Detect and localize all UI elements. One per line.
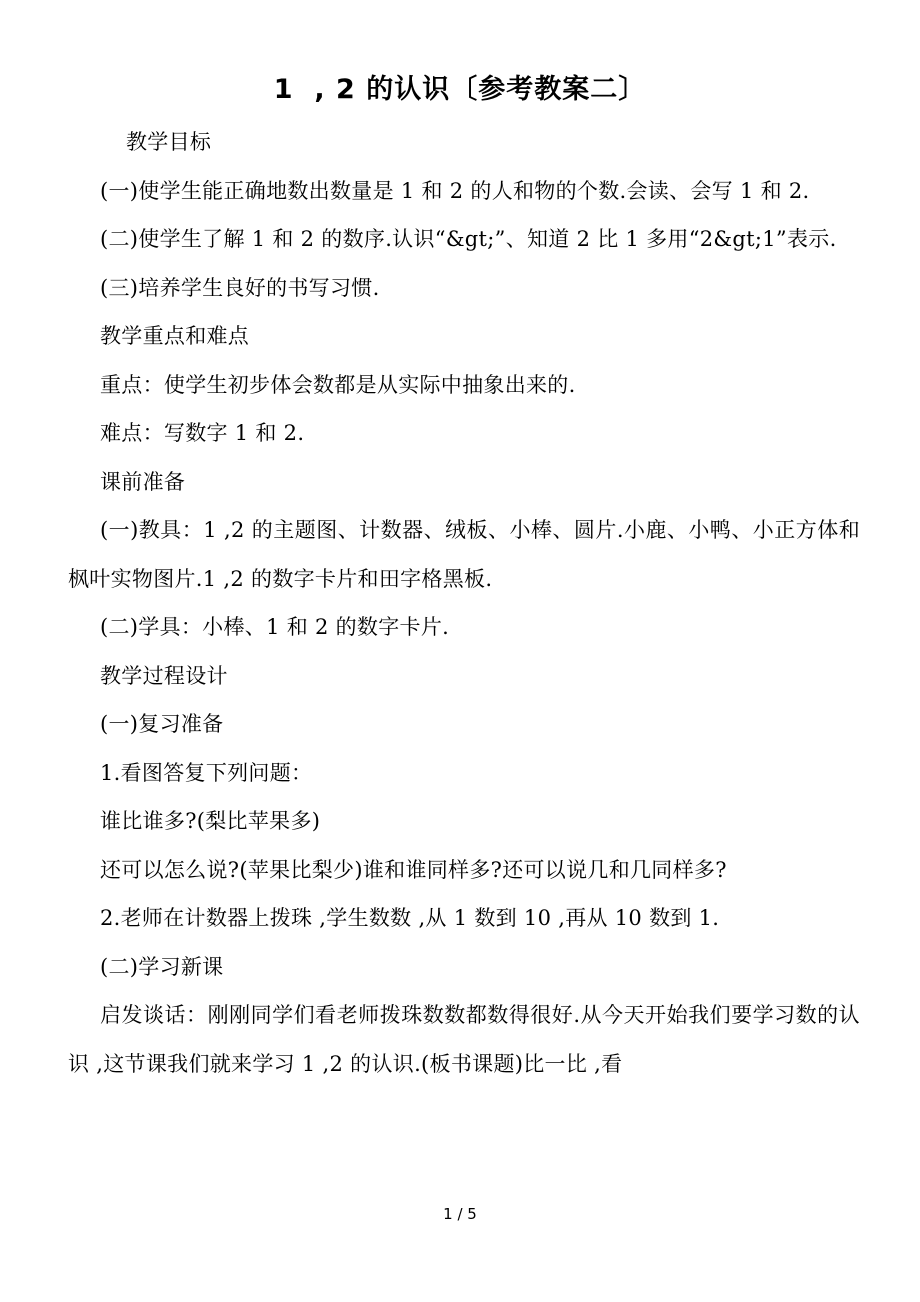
paragraph: (二)学具：小棒、1 和 2 的数字卡片.: [100, 615, 450, 639]
page-number: 1 / 5: [443, 1205, 477, 1223]
paragraph: (二)使学生了解 1 和 2 的数序.认识“&gt;”、知道 2 比 1 多用“2&gt;1”表示.: [100, 227, 837, 251]
paragraph: (一)复习准备: [100, 712, 224, 736]
paragraph: 1.看图答复下列问题：: [100, 760, 313, 785]
paragraph: 难点：写数字 1 和 2.: [100, 421, 305, 445]
document-body: [68, 118, 860, 1088]
paragraph: (一)教具：1 ,2 的主题图、计数器、绒板、小棒、圆片.小鹿、小鸭、小正方体和枫叶实物图片.1 ,2 的数字卡片和田字格黑板.: [68, 518, 860, 591]
paragraph: (二)学习新课: [100, 954, 224, 979]
paragraph: 启发谈话：刚刚同学们看老师拨珠数数都数得很好.从今天开始我们要学习数的认识 ,这节课我们就来学习 1 ,2 的认识.(板书课题)比一比 ,看: [68, 1003, 860, 1076]
paragraph: 还可以怎么说?(苹果比梨少)谁和谁同样多?还可以说几和几同样多?: [100, 857, 727, 882]
paragraph: 重点：使学生初步体会数都是从实际中抽象出来的.: [100, 372, 576, 397]
paragraph: (一)使学生能正确地数出数量是 1 和 2 的人和物的个数.会读、会写 1 和 2.: [100, 178, 810, 203]
paragraph-preparation-heading: 课前准备: [100, 469, 186, 494]
paragraph-key-difficult-points-heading: 教学重点和难点: [100, 324, 250, 348]
paragraph-process-heading: 教学过程设计: [100, 663, 228, 688]
paragraph: 谁比谁多?(梨比苹果多): [100, 809, 321, 833]
document-title: 1 , 2 的认识〔参考教案二〕: [273, 74, 647, 105]
paragraph: 2.老师在计数器上拨珠 ,学生数数 ,从 1 数到 10 ,再从 10 数到 1.: [100, 906, 720, 930]
paragraph-teaching-objectives-heading: 教学目标: [126, 130, 212, 154]
paragraph: (三)培养学生良好的书写习惯.: [100, 275, 380, 300]
